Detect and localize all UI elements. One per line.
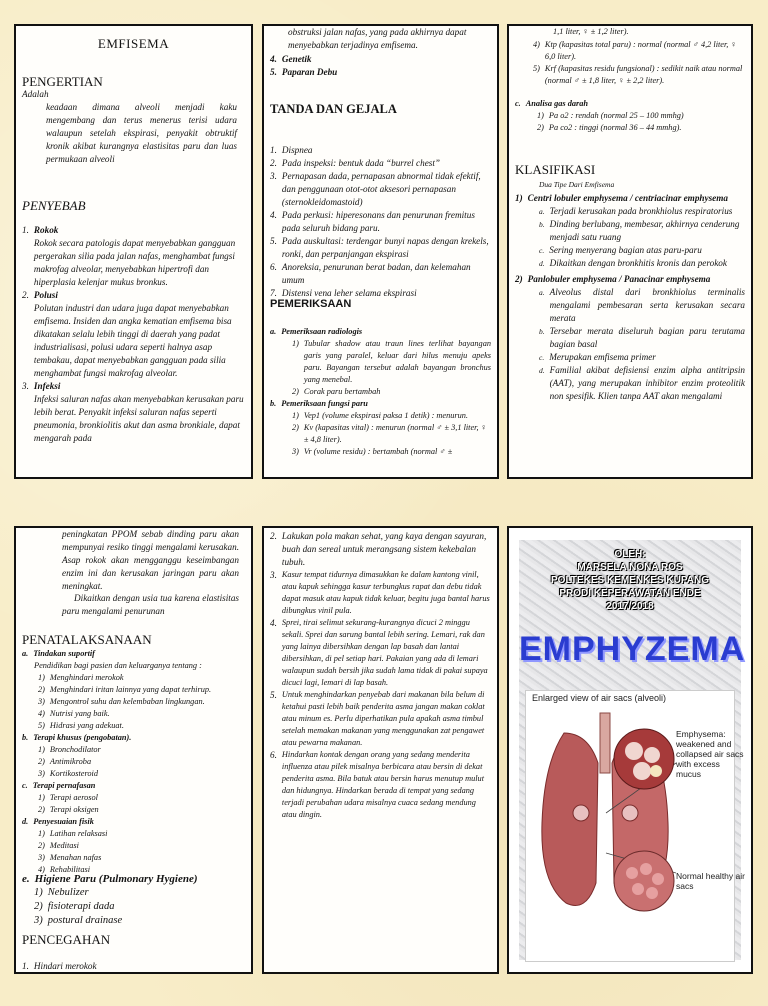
list-item: 5. Untuk menghindarkan penyebab dari makanan bila belum di ketahui pasti lebih baik penderita asma jangan makan coklat atau minum es. Perlu diperhatikan pula apakah asma timbul setelah memakan makanan yang menggunakan zat pengawet atau pewarna makanan.: [270, 690, 485, 747]
list-item: 7. Distensi vena leher selama ekspirasi: [270, 288, 417, 298]
list-item: 2) Terapi oksigen: [38, 805, 99, 814]
list-item: 4) Rehabilitasi: [38, 865, 91, 874]
pemeriksaan-list: [264, 326, 497, 458]
list-item: 2) Pa co2 : tinggi (normal 36 – 44 mmhg).: [537, 123, 682, 132]
list-item: 2. Polusi Polutan industri dan udara juga dapat menyebabkan emfisema. Insiden dan angka kematian emfisema bisa dikatakan selalu lebih tinggi di daerah yang padat industrialisasi, polusi udara seperti halnya asap tembakau, dapat menyebabkan gangguan pada silia menghambat fungsi makrofag alveolar.: [22, 290, 232, 378]
gas-darah-list: [509, 98, 751, 134]
panel-3: [507, 24, 753, 479]
fungsi-paru-list: [509, 39, 751, 87]
list-item: 5. Pada auskultasi: terdengar bunyi napas dengan krekels, ronki, dan perpanjangan ekspirasi: [270, 236, 489, 259]
penatalaksanaan-list: [16, 648, 251, 876]
list-item: 5. Paparan Debu: [270, 67, 338, 77]
pencegahan-continued-list: [264, 530, 497, 821]
list-item: 5) Krf (kapasitas residu fungsional) : sedikit naik atau normal (normal ♂ ± 1,8 liter, ♀ ± 2,2 liter).: [533, 64, 743, 85]
pencegahan-list: [16, 960, 251, 973]
panel-5: [262, 526, 499, 974]
list-item: 3. Kasur tempat tidurnya dimasukkan ke dalam kantong vinil, atau kapuk sehingga kasur terbungkus rapat dan debu tidak dapat masuk atau kapuk tidak keluar, begitu juga bantal harus dibungkus vinil pula.: [270, 570, 490, 615]
list-item: a. Tindakan suportif: [22, 649, 95, 658]
list-item: 6. Hindarkan kontak dengan orang yang sedang menderita influenza atau pilek misalnya berbicara atau bersin di dekat penderita asma. Bila batuk atau bersin harus menutup mulut dan hidungnya. Hindarkan berada di tempat yang sedang terjadi perubahan udara misalnya cuaca sedang mendung atau dingin.: [270, 750, 485, 819]
continued-text-2: Dikaitkan dengan usia tua karena elastisitas paru mengalami penurunan: [62, 593, 239, 616]
list-item: e. Higiene Paru (Pulmonary Hygiene): [22, 873, 198, 885]
list-item: 2) Kv (kapasitas vital) : menurun (normal ♂ ± 3,1 liter, ♀ ± 4,8 liter).: [292, 423, 487, 444]
study-program: PRODI KEPERAWATAN ENDE: [559, 588, 701, 599]
list-item: 2) fisioterapi dada: [34, 901, 115, 912]
continued-text: obstruksi jalan nafas, yang pada akhirnya dapat menyebabkan terjadinya emfisema.: [288, 27, 467, 50]
adalah-label: Adalah: [22, 89, 49, 99]
lung-illustration: [525, 690, 745, 962]
list-item: c. Merupakan emfisema primer: [539, 352, 656, 362]
list-item: 3) Vr (volume residu) : bertambah (normal ♂ ±: [292, 447, 453, 456]
higiene-list: [16, 872, 251, 928]
cover-panel: [507, 526, 753, 974]
list-item: a. Pemeriksaan radiologis: [270, 327, 363, 336]
list-item: 2) Menghindari iritan lainnya yang dapat terhirup.: [38, 685, 212, 694]
list-item: 1) Latihan relaksasi: [38, 829, 108, 838]
list-item: 3) postural drainase: [34, 915, 123, 926]
list-item: 1) Tubular shadow atau traun lines terlihat bayangan garis yang paralel, keluar dari hilus menuju apeks paru. Bayangan tersebut adalah bayangan bronchus yang menebal.: [292, 339, 491, 384]
marble-background: [519, 540, 746, 960]
emphysema-label: Emphysema: weakened and collapsed air sacs with excess mucus: [676, 729, 744, 779]
tanda-list: [264, 144, 497, 300]
list-item: 3. Infeksi Infeksi saluran nafas akan menyebabkan kerusakan paru lebih berat. Penyakit infeksi saluran nafas seperti pneumonia, bronkiolitis akut dan asma bronkiale, dapat mengarah pada: [22, 381, 244, 443]
academic-year: 2017/2018: [606, 601, 654, 612]
list-item: 4. Genetik: [270, 54, 312, 64]
list-item: 3) Mengontrol suhu dan kelembaban lingkungan.: [38, 697, 205, 706]
list-item: 3) Menahan nafas: [38, 853, 102, 862]
list-item: b. Tersebar merata diseluruh bagian paru terutama bagian basal: [539, 326, 745, 349]
list-item: 1. Hindari merokok: [22, 961, 97, 971]
section-pengertian: PENGERTIAN: [22, 74, 103, 89]
panel-1: [14, 24, 253, 479]
figure-caption: Enlarged view of air sacs (alveoli): [532, 693, 667, 703]
list-item: 1) Terapi aerosol: [38, 793, 98, 802]
list-item: 1. Dispnea: [270, 145, 313, 155]
list-item: c. Sering menyerang bagian atas paru-paru: [539, 245, 702, 255]
list-item: 1) Nebulizer: [34, 887, 89, 898]
section-penatalaksanaan: PENATALAKSANAAN: [22, 632, 152, 647]
pengertian-text: keadaan dimana alveoli menjadi kaku mengembang dan terus menerus terisi udara walaupun setelah ekspirasi, penyakit obtruktif kronik akibat kurangnya elastisitas paru dan luas permukaan alveoli: [46, 102, 237, 164]
list-item: 5) Hidrasi yang adekuat.: [38, 721, 124, 730]
section-pencegahan: PENCEGAHAN: [22, 932, 111, 947]
list-item: 1) Centri lobuler emphysema / centriacinar emphysema: [515, 193, 728, 203]
list-item: 2. Lakukan pola makan sehat, yang kaya dengan sayuran, buah dan sereal untuk merangsang sistem kekebalan tubuh.: [270, 531, 487, 567]
list-item: 1) Menghindari merokok: [38, 673, 124, 682]
oleh-label: OLEH:: [614, 549, 646, 560]
list-item: 4) Nutrisi yang baik.: [38, 709, 110, 718]
list-item: c. Terapi pernafasan: [22, 781, 96, 790]
list-item: b. Pemeriksaan fungsi paru: [270, 399, 368, 408]
list-item: d. Dikaitkan dengan bronkhitis kronis dan perokok: [539, 258, 727, 268]
panel-2: [262, 24, 499, 479]
section-pemeriksaan: PEMERIKSAAN: [270, 298, 352, 310]
section-klasifikasi: KLASIFIKASI: [515, 162, 596, 177]
section-tanda: TANDA DAN GEJALA: [270, 102, 397, 116]
list-item: 4. Sprei, tirai selimut sekurang-kurangnya dicuci 2 minggu sekali. Sprei dan sarung bantal lebih sering. Lemari, rak dan yang lainya dibersihkan dengan lap basah dan lantai dibersihkan, di pel setiap hari. Pakaian yang ada di lemari walaupun sudah bersih jika sudah lama tidak di pakai supaya dicuci lagi, lemari di lap basah.: [270, 618, 488, 687]
credits-block: [519, 548, 741, 613]
list-item: 2) Antimikroba: [38, 757, 92, 766]
list-item: a. Terjadi kerusakan pada bronkhiolus respiratorius: [539, 206, 733, 216]
list-item: 4) Ktp (kapasitas total paru) : normal (normal ♂ 4,2 liter, ♀ 6,0 liter).: [533, 40, 737, 61]
list-item: b. Terapi khusus (pengobatan).: [22, 733, 132, 742]
list-item: 1) Pa o2 : rendah (normal 25 – 100 mmhg): [537, 111, 684, 120]
cause-continued-list: [264, 53, 497, 79]
list-item: d. Familial akibat defisiensi enzim alpha antitripsin (AAT), yang merupakan inhibitor enzim proteolitik non spesifik. Klien tanpa AAT akan mengalami: [539, 365, 745, 401]
list-item: 3. Pernapasan dada, pernapasan abnormal tidak efektif, dan penggunaan otot-otot aksesori pernapasan (sternokleidomastoid): [270, 171, 481, 207]
list-item: a. Alveolus distal dari bronkhiolus terminalis mengalami pembesaran serta kerusakan secara merata: [539, 287, 745, 323]
continued-text: peningkatan PPOM sebab dinding paru akan mempunyai resiko tinggi mengalami kerusakan. Asap rokok akan mengganggu keseimbangan enzim ini dan kerusakan jaringan paru akan meningkat.: [62, 529, 239, 591]
klasifikasi-subtitle: Dua Tipe Dari Emfisema: [539, 180, 615, 189]
list-item: 2) Panlobuler emphysema / Panacinar emphysema: [515, 274, 711, 284]
doc-title: EMFISEMA: [97, 36, 170, 51]
list-item: d. Penyesuaian fisik: [22, 817, 94, 826]
author-name: MARSELA NONA ROS: [577, 562, 683, 573]
tindakan-subtitle: Pendidikan bagi pasien dan keluarganya tentang :: [34, 661, 202, 670]
list-item: 2. Pada inspeksi: bentuk dada “burrel chest”: [270, 158, 441, 168]
list-item: b. Dinding berlubang, membesar, akhirnya cenderung menjadi satu ruang: [539, 219, 740, 242]
institution: POLTEKES KEMENKES KUPANG: [551, 575, 709, 586]
continued-text: 1,1 liter, ♀ ± 1,2 liter).: [553, 27, 629, 36]
list-item: c. Analisa gas darah: [515, 99, 589, 108]
cover-title: EMPHYZEMA: [519, 630, 746, 668]
list-item: 2) Meditasi: [38, 841, 79, 850]
list-item: 6. Anoreksia, penurunan berat badan, dan kelemahan umum: [270, 262, 471, 285]
section-penyebab: PENYEBAB: [22, 198, 86, 213]
list-item: 2) Corak paru bertambah: [292, 387, 381, 396]
list-item: 3) Kortikosteroid: [38, 769, 99, 778]
list-item: 1. Rokok Rokok secara patologis dapat menyebabkan gangguan pergerakan silia pada jalan nafas, menghambat fungsi makrofag alveolar, menyebabkan hipertrofi dan hiperplasia kelenjar mukus bronkus.: [22, 225, 236, 287]
panel-4: [14, 526, 253, 974]
klasifikasi-list: [509, 192, 751, 403]
list-item: 1) Bronchodilator: [38, 745, 101, 754]
list-item: 4. Pada perkusi: hiperesonans dan penurunan fremitus pada seluruh bidang paru.: [270, 210, 475, 233]
penyebab-list: [16, 224, 251, 445]
list-item: 1) Vep1 (volume ekspirasi paksa 1 detik) : menurun.: [292, 411, 468, 420]
normal-label: Normal healthy air sacs: [676, 871, 745, 891]
